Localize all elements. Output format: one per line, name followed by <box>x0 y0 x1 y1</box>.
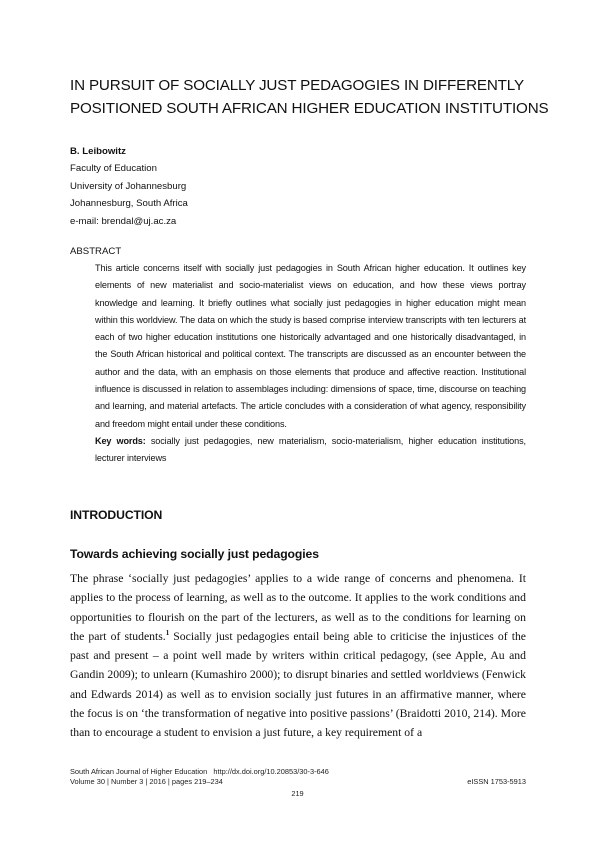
keywords-label: Key words: <box>95 435 146 446</box>
footer-journal-line <box>70 767 329 777</box>
author-email: e-mail: brendal@uj.ac.za <box>70 215 177 227</box>
body-paragraph <box>70 569 526 743</box>
body-text-part-2: Socially just pedagogies entail being able to criticise the injustices of the past and present – a point well made by writers within critical pedagogy, (see Apple, Au and Gandin 2009); to unlearn (Kumashiro 2000); to disrupt binaries and settled worldviews (Fenwick and Edwards 2014) as well as to envision socially just futures in an affirmative manner, where the focus is on ‘the transformation of negative into positive passions’ (Braidotti 2010, 214). More than to encourage a student to envision a just future, a key requirement of a <box>70 629 526 740</box>
abstract-heading: ABSTRACT <box>70 246 122 257</box>
subsection-heading: Towards achieving socially just pedagogies <box>70 547 319 561</box>
abstract-text: This article concerns itself with socially just pedagogies in South African higher education. It outlines key elements of new materialist and socio-materialist views on education, and how these views portray knowledge and learning. It briefly outlines what socially just pedagogies in higher education might mean within this worldview. The data on which the study is based comprise interview transcripts with ten lecturers at each of two higher education institutions one historically advantaged and one historically disadvantaged, in the South African historical and political context. The transcripts are discussed as an encounter between the author and the data, with an emphasis on those elements that produce and affective reaction. Institutional influence is discussed in relation to assemblages including: dimensions of space, time, discourse on teaching and learning, and material artefacts. The article concludes with a consideration of what agency, responsibility and freedom might entail under these conditions. <box>95 263 526 429</box>
abstract-body <box>95 260 526 468</box>
affiliation-university: University of Johannesburg <box>70 180 187 192</box>
page-footer <box>70 767 526 787</box>
footer-doi[interactable]: http://dx.doi.org/10.20853/30-3-646 <box>213 767 329 776</box>
title-line-2: POSITIONED SOUTH AFRICAN HIGHER EDUCATION INSTITUTIONS <box>70 100 549 117</box>
author-block <box>70 143 370 230</box>
author-name: B. Leibowitz <box>70 146 126 157</box>
affiliation-location: Johannesburg, South Africa <box>70 198 188 210</box>
keywords-paragraph <box>95 433 526 468</box>
footer-journal: South African Journal of Higher Education <box>70 767 208 776</box>
page-number: 219 <box>291 789 304 798</box>
section-heading-introduction: INTRODUCTION <box>70 508 163 522</box>
footer-volume-info: Volume 30 | Number 3 | 2016 | pages 219–234 <box>70 777 223 786</box>
keywords-list: socially just pedagogies, new materialism, socio-materialism, higher education institutions, lecturer interviews <box>95 435 526 464</box>
article-title <box>70 74 549 120</box>
affiliation-faculty: Faculty of Education <box>70 163 157 175</box>
footnote-marker[interactable]: 1 <box>165 629 170 637</box>
title-line-1: IN PURSUIT OF SOCIALLY JUST PEDAGOGIES IN DIFFERENTLY <box>70 77 524 94</box>
footer-eissn: eISSN 1753-5913 <box>467 777 526 786</box>
body-text-part-1: The phrase ‘socially just pedagogies’ applies to a wide range of concerns and phenomena. It applies to the process of learning, as well as to the outcome. It applies to the work conditions and opportunities to flourish on the part of the lecturers, as well as to the conditions for learning on the part of students. <box>70 572 526 643</box>
